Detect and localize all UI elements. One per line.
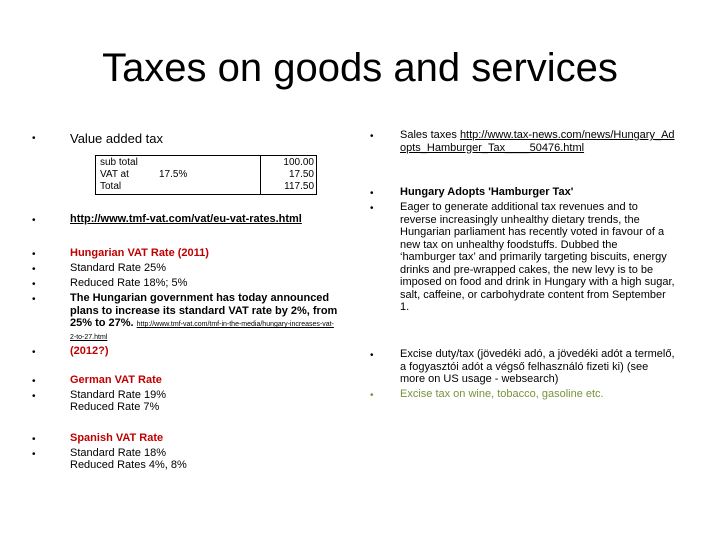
bullet: •	[370, 350, 374, 361]
vat-heading: Value added tax	[70, 131, 163, 146]
bullet: •	[370, 390, 374, 401]
table-row	[100, 157, 314, 169]
hu-standard-rate: Standard Rate 25%	[70, 262, 167, 274]
bullet: •	[370, 188, 374, 199]
sales-taxes-label: Sales taxes	[400, 129, 457, 141]
excise-duty-text: Excise duty/tax (jövedéki adó, a jövedéki adót a termelő, a fogyasztói adót a végső felhasználó fizeti ki) (see more on US usage - websearch)	[400, 348, 675, 385]
bullet: •	[32, 249, 36, 260]
table-cell: Total	[100, 181, 122, 192]
table-row	[100, 169, 314, 181]
table-cell: VAT at	[100, 169, 129, 180]
table-cell: 117.50	[284, 181, 314, 192]
table-cell: sub total	[100, 157, 138, 168]
year-2012: (2012?)	[70, 345, 109, 357]
hu-announcement-link[interactable]: http://www.tmf-vat.com/tmf-in-the-media/hungary-increases-vat-2-to-27.html	[70, 321, 334, 341]
bullet: •	[32, 449, 36, 460]
sales-taxes-link[interactable]: http://www.tax-news.com/news/Hungary_Adopts_Hamburger_Tax____50476.html	[400, 129, 675, 154]
bullet: •	[32, 376, 36, 387]
vat-rates-link[interactable]: http://www.tmf-vat.com/vat/eu-vat-rates.html	[70, 213, 302, 225]
excise-tax-examples: Excise tax on wine, tobacco, gasoline etc.	[400, 388, 604, 400]
vat-example-table	[95, 155, 317, 195]
es-reduced-rate: Reduced Rates 4%, 8%	[70, 459, 187, 471]
hu-announcement-text: The Hungarian government has today announced plans to increase its standard VAT rate by 2%, from 25% to 27%.	[70, 292, 338, 329]
de-reduced-rate: Reduced Rate 7%	[70, 401, 160, 413]
table-cell: 100.00	[283, 157, 314, 168]
bullet: •	[32, 215, 36, 226]
hamburger-tax-heading: Hungary Adopts 'Hamburger Tax'	[400, 186, 574, 198]
hamburger-tax-body: Eager to generate additional tax revenues and to reverse increasingly unhealthy dietary trends, the Hungarian parliament has recently voted in favour of a new tax on unhealthy foodstuffs. Dubbed the ‘hamburger tax’ and primarily targeting biscuits, energy drinks and pre-wrapped cakes, the new levy is to be imposed on food and drink in Hungary with a high sugar, salt, caffeine, or carbohydrate content from September 1.	[400, 201, 675, 313]
bullet: •	[32, 294, 36, 305]
spanish-vat-heading: Spanish VAT Rate	[70, 432, 164, 444]
bullet: •	[32, 264, 36, 275]
slide-title: Taxes on goods and services	[102, 46, 618, 90]
es-standard-rate: Standard Rate 18%	[70, 447, 167, 459]
hungarian-vat-heading: Hungarian VAT Rate (2011)	[70, 247, 209, 259]
bullet: •	[32, 434, 36, 445]
german-vat-heading: German VAT Rate	[70, 374, 162, 386]
bullet: •	[370, 203, 374, 214]
bullet: •	[32, 391, 36, 402]
bullet: •	[370, 131, 374, 142]
sales-taxes	[400, 129, 676, 154]
table-cell: 17.5%	[159, 169, 188, 180]
hu-announcement	[70, 292, 338, 342]
bullet: •	[32, 279, 36, 290]
bullet: •	[32, 347, 36, 358]
hu-reduced-rate: Reduced Rate 18%; 5%	[70, 277, 188, 289]
table-row	[100, 181, 314, 193]
table-cell: 17.50	[288, 169, 314, 180]
de-standard-rate: Standard Rate 19%	[70, 389, 167, 401]
bullet: •	[32, 133, 36, 144]
